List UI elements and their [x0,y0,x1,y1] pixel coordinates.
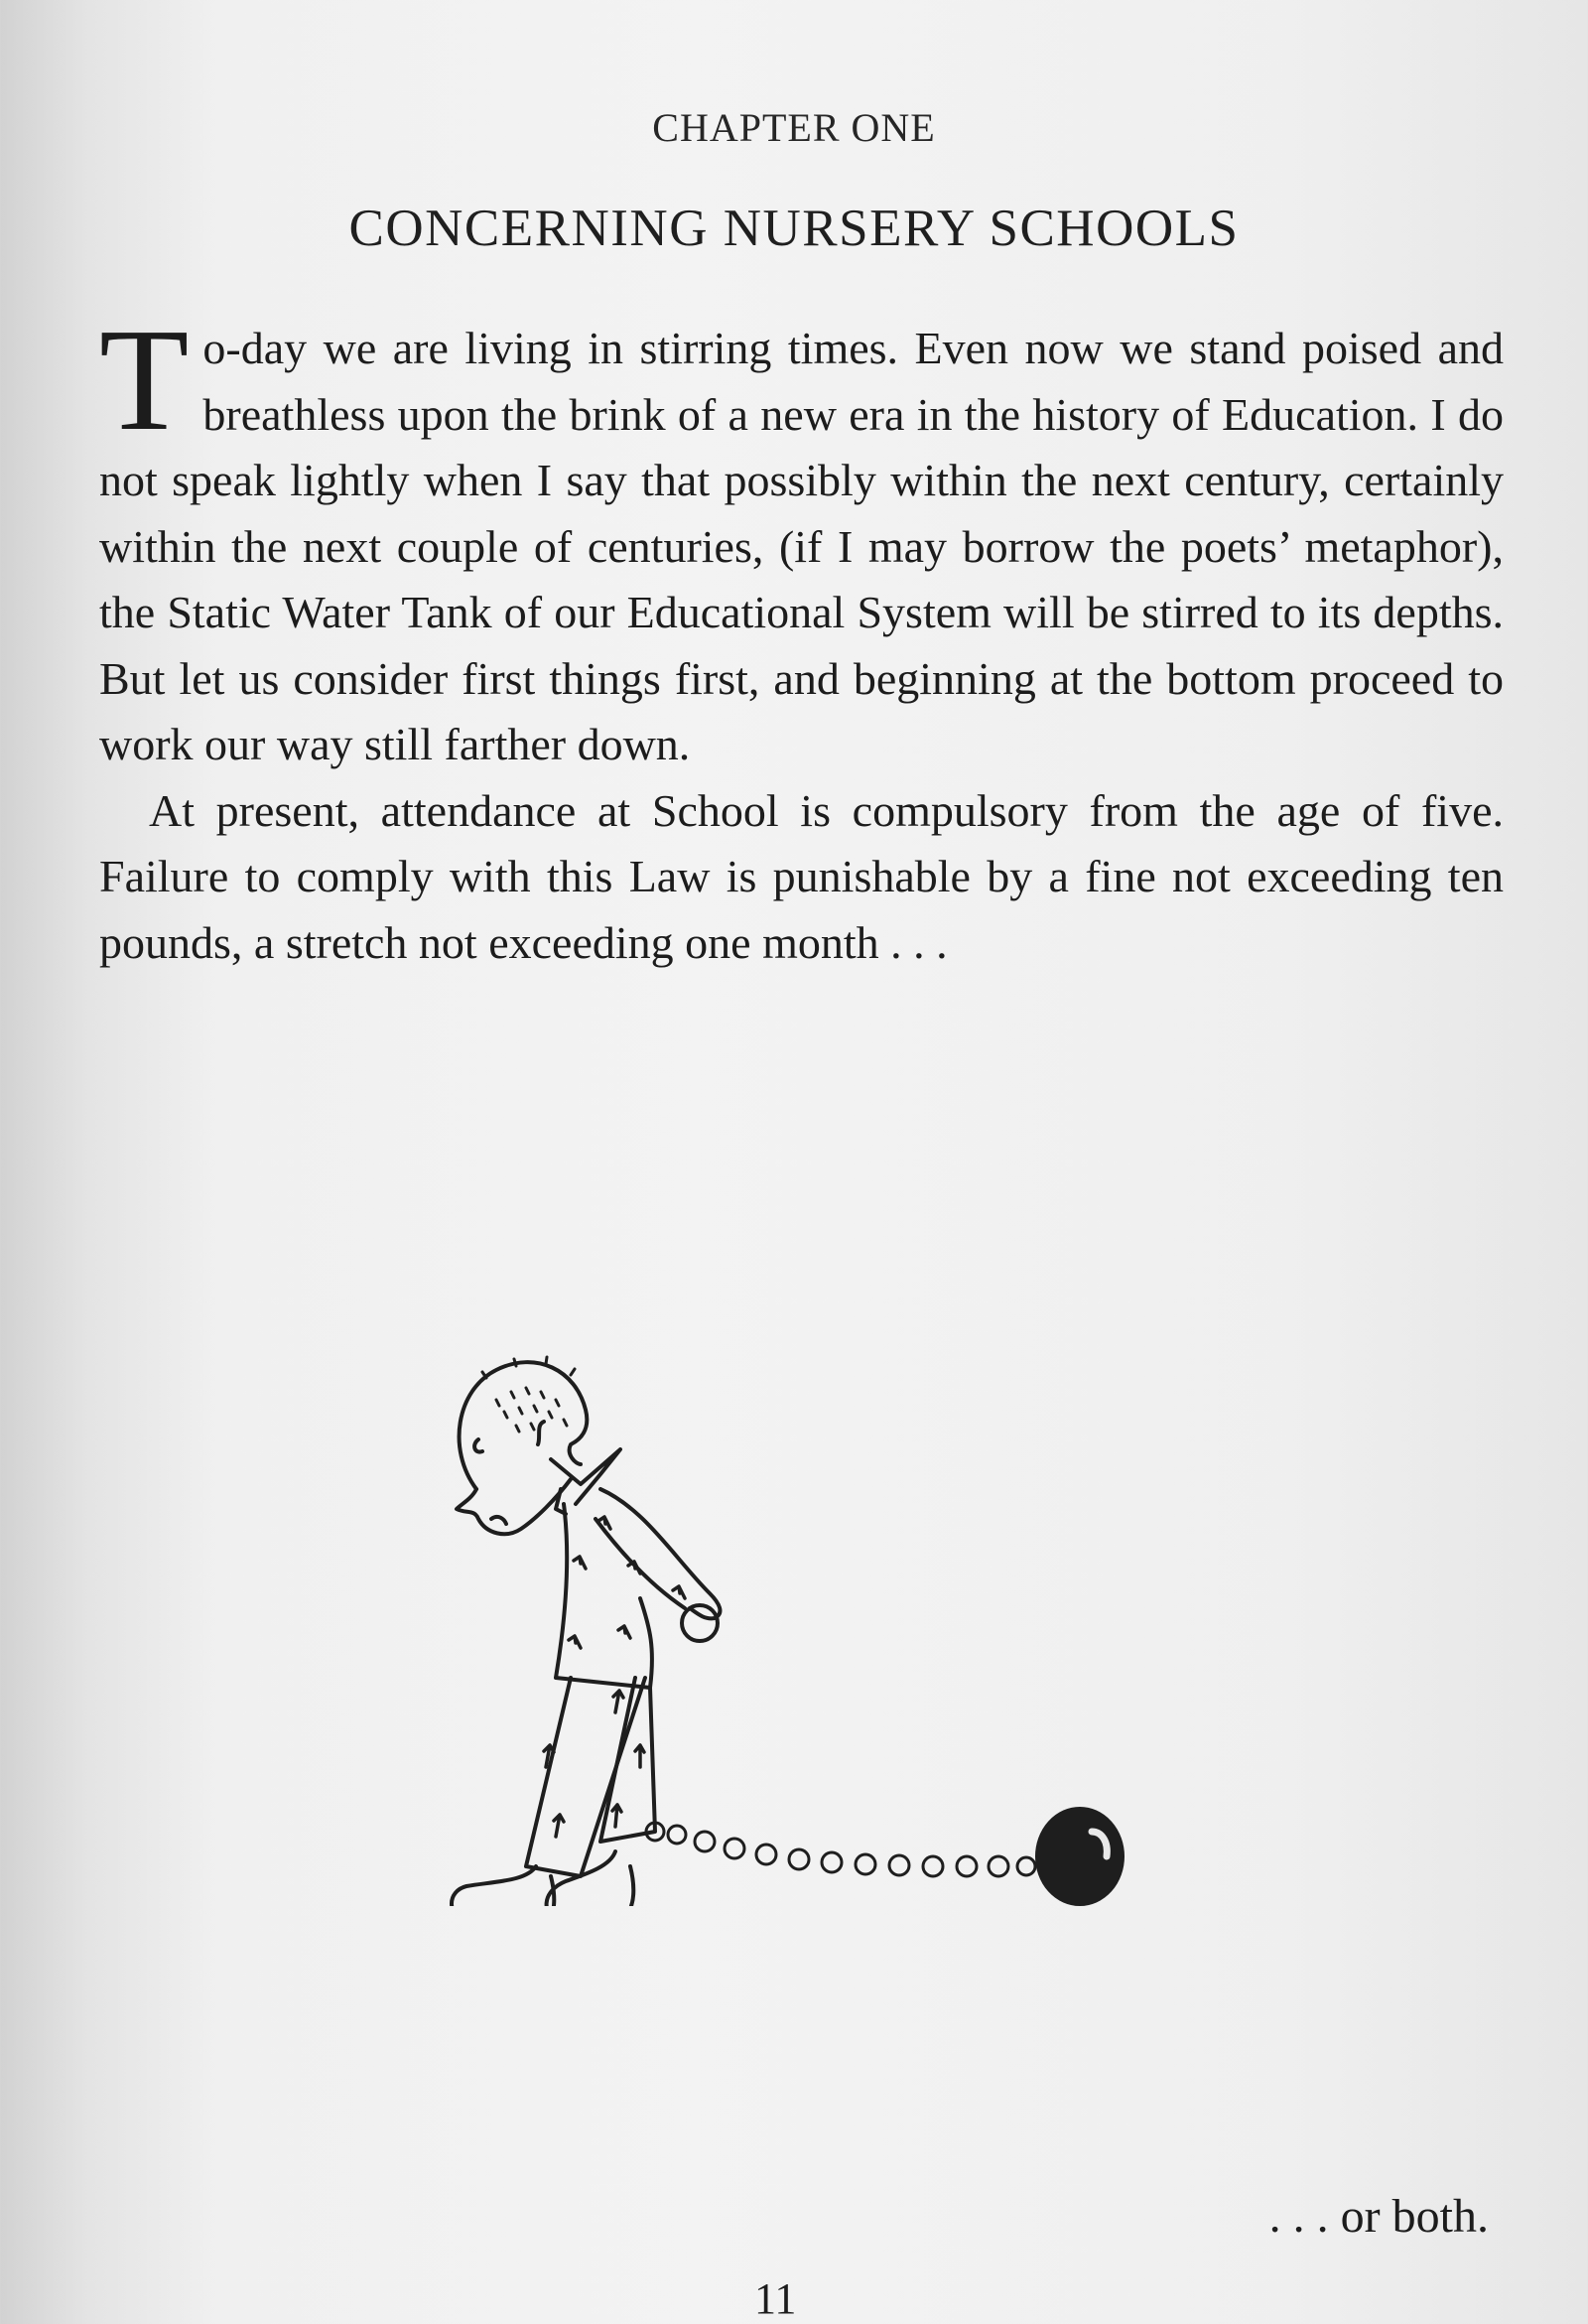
drop-cap: T [99,299,190,462]
boy-head-icon [457,1357,587,1534]
chain-icon [646,1823,1035,1876]
boy-trousers-icon [526,1678,655,1876]
chapter-title: CONCERNING NURSERY SCHOOLS [348,200,1240,257]
paragraph-1-text: o-day we are living in stirring times. Even now we stand poised and breathless upon the brink of a new era in the history of Education. I do not speak lightly when I say that possibly within the next century, certainly within the next couple of centuries, (if I may borrow the poets’ metaphor), the Static Water Tank of our Educational System will be stirred to its depths. But let us consider first things first, and beginning at the bottom proceed to work our way still farther down. [99,323,1504,769]
boy-torso-icon [551,1449,720,1688]
chapter-label: CHAPTER ONE [652,105,936,150]
paragraph-2: At present, attendance at School is compulsory from the age of five. Failure to comply with this Law is punishable by a fine not exceeding ten pounds, a stretch not exceeding one month . . . [99,784,1504,968]
page-number: 11 [754,2274,797,2323]
boy-shoes-icon [452,1851,633,1906]
illustration-caption: . . . or both. [1268,2190,1489,2243]
body-text [99,299,1504,976]
convict-boy-illustration [417,1330,1231,1906]
paragraph-1 [99,299,1504,778]
ball-icon [1037,1809,1123,1904]
